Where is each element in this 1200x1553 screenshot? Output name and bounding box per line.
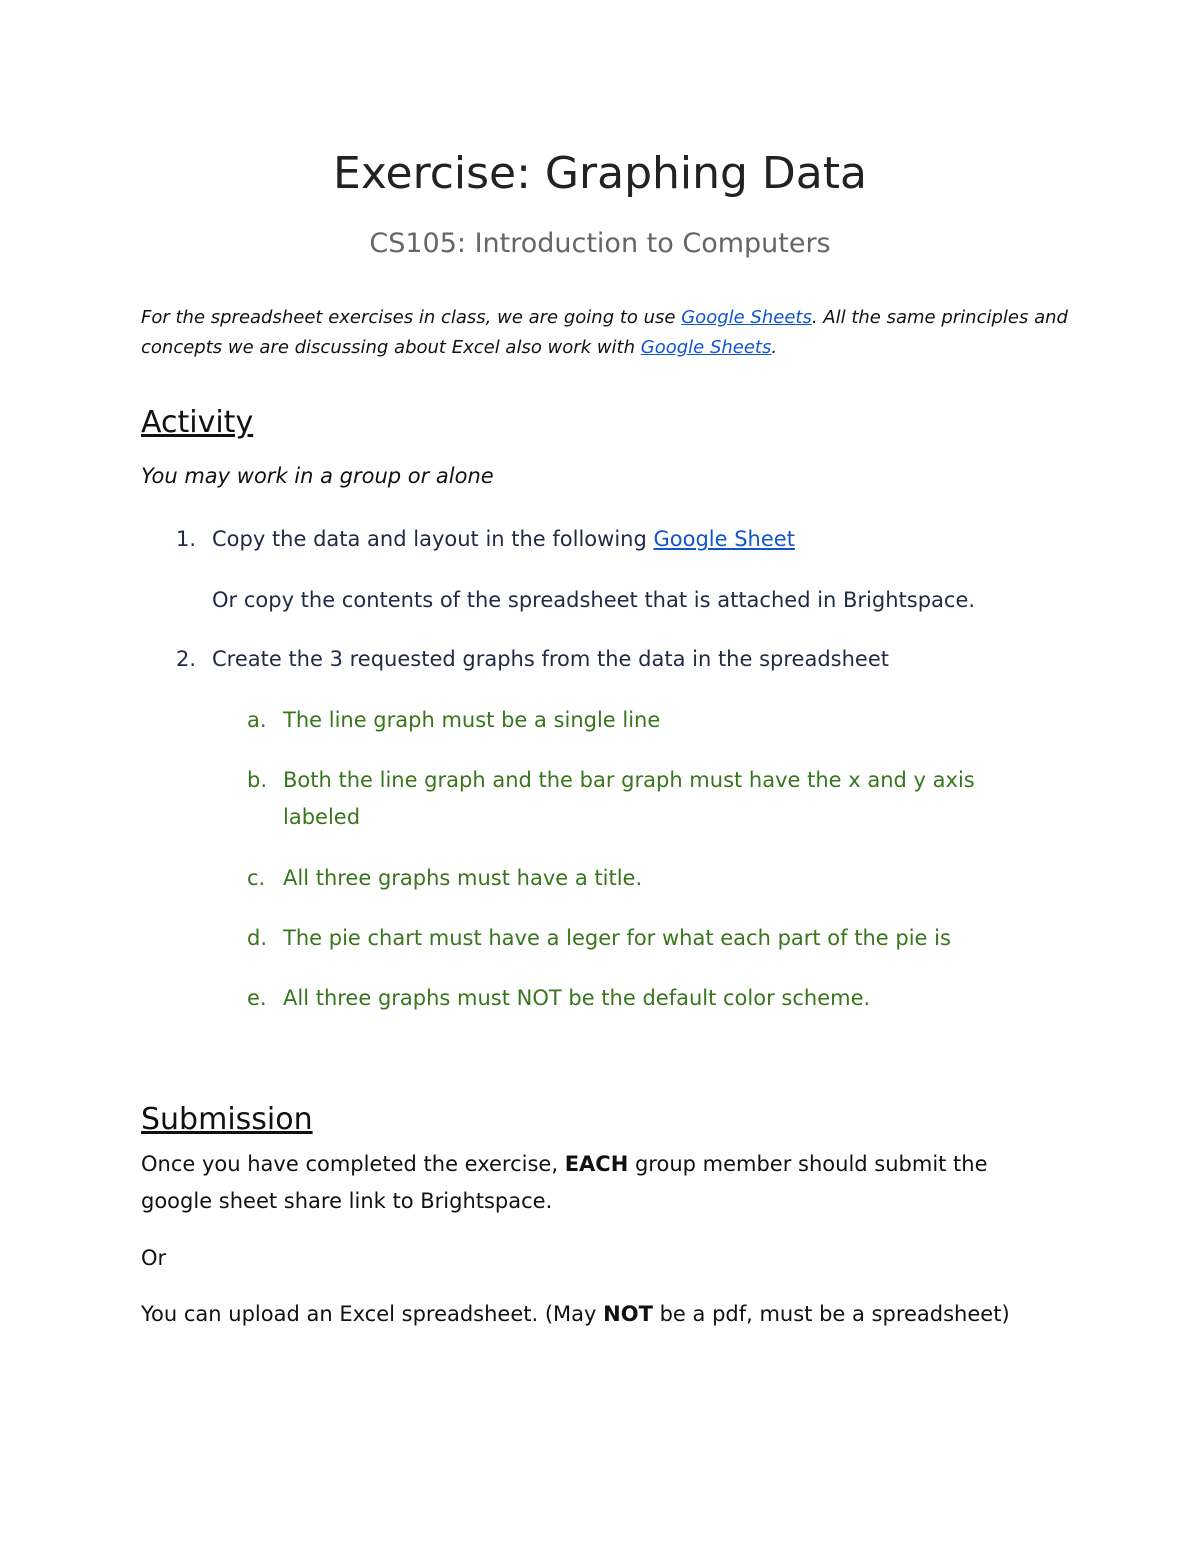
submission-text: You can upload an Excel spreadsheet. (May — [141, 1302, 604, 1326]
list-item: Create the 3 requested graphs from the data in the spreadsheet — [212, 647, 889, 671]
submission-or: Or — [141, 1246, 167, 1270]
sublist-marker: b. — [247, 768, 268, 792]
submission-heading: Submission — [141, 1102, 313, 1137]
submission-text: Once you have completed the exercise, — [141, 1152, 565, 1176]
submission-paragraph-line-2: google sheet share link to Brightspace. — [141, 1189, 553, 1213]
google-sheets-link[interactable]: Google Sheets — [681, 307, 812, 328]
sublist-marker: e. — [247, 986, 267, 1010]
intro-text: For the spreadsheet exercises in class, we are going to use — [141, 307, 682, 328]
submission-text: be a pdf, must be a spreadsheet) — [652, 1302, 1010, 1326]
intro-line-2 — [141, 337, 777, 358]
sublist-marker: a. — [247, 708, 267, 732]
list-item-text: Copy the data and layout in the following — [212, 527, 654, 551]
document-subtitle: CS105: Introduction to Computers — [369, 228, 831, 259]
submission-paragraph-2 — [141, 1302, 1010, 1326]
emphasis-not: NOT — [603, 1302, 653, 1326]
sublist-item-continuation: labeled — [283, 805, 361, 829]
list-marker: 1. — [176, 527, 197, 551]
sublist-item: Both the line graph and the bar graph must have the x and y axis — [283, 768, 975, 792]
list-marker: 2. — [176, 647, 197, 671]
emphasis-each: EACH — [564, 1152, 629, 1176]
sublist-item: All three graphs must have a title. — [283, 866, 643, 890]
google-sheet-link[interactable]: Google Sheet — [653, 527, 795, 551]
google-sheets-link[interactable]: Google Sheets — [640, 337, 772, 358]
document-title: Exercise: Graphing Data — [333, 148, 867, 199]
activity-heading: Activity — [141, 405, 254, 440]
intro-line-1 — [141, 307, 1068, 328]
sublist-item: All three graphs must NOT be the default color scheme. — [283, 986, 871, 1010]
list-item-continuation: Or copy the contents of the spreadsheet that is attached in Brightspace. — [212, 588, 976, 612]
intro-text: . All the same principles and — [811, 307, 1068, 328]
sublist-item: The line graph must be a single line — [283, 708, 661, 732]
intro-text: concepts we are discussing about Excel also work with — [141, 337, 641, 358]
sublist-marker: d. — [247, 926, 268, 950]
sublist-item: The pie chart must have a leger for what each part of the pie is — [283, 926, 951, 950]
list-item — [212, 527, 795, 551]
sublist-marker: c. — [247, 866, 266, 890]
submission-text: group member should submit the — [628, 1152, 988, 1176]
submission-paragraph-line-1 — [141, 1152, 988, 1176]
intro-text: . — [771, 337, 778, 358]
activity-note: You may work in a group or alone — [141, 464, 494, 488]
